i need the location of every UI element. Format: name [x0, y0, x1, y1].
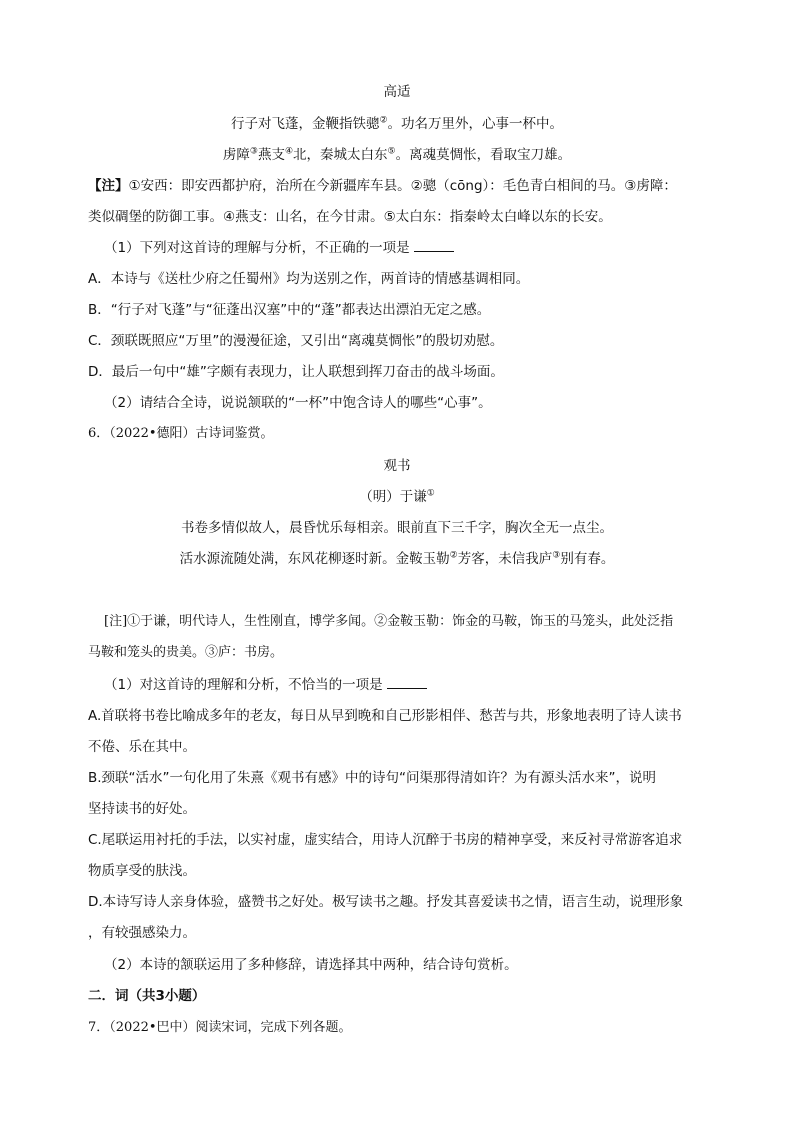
q6-option-d-cont: ，有较强感染力。 — [88, 925, 196, 941]
section-heading: 二．词（共3小题） — [88, 988, 206, 1004]
q6-option-a-cont: 不倦、乐在其中。 — [88, 739, 196, 755]
q6-note: [注]①于谦，明代诗人，生性刚直，博学多闻。②金鞍玉勒：饰金的马鞍，饰玉的马笼头，此处泛指 — [104, 614, 674, 629]
q6-header: 6．（2022•德阳）古诗词鉴赏。 — [88, 426, 274, 441]
poem1-author: 高适 — [383, 84, 411, 100]
poem1-option-b: B．“行子对飞蓬”与“征蓬出汉塞”中的“蓬”都表达出漂泊无定之感。 — [88, 302, 491, 318]
q6-poem-line1: 书卷多情似故人，晨昏忧乐每相亲。眼前直下三千字，胸次全无一点尘。 — [181, 520, 613, 536]
poem1-option-d: D．最后一句中“雄”字颇有表现力，让人联想到挥刀奋击的战斗场面。 — [88, 364, 504, 380]
poem1-note-cont: 类似碉堡的防御工事。④燕支：山名，在今甘肃。⑤太白东：指秦岭太白峰以东的长安。 — [88, 209, 612, 225]
poem1-option-c: C．颈联既照应“万里”的漫漫征途，又引出“离魂莫惆怅”的殷切劝慰。 — [88, 333, 504, 349]
poem1-question2: （2）请结合全诗，说说颔联的“一杯”中饱含诗人的哪些“心事”。 — [104, 395, 492, 411]
q6-question1: （1）对这首诗的理解和分析，不恰当的一项是 — [104, 675, 427, 695]
poem1-note: 【注】①安西：即安西都护府，治所在今新疆库车县。②骢（cōng）：毛色青白相间的马。③虏障： — [88, 178, 677, 194]
answer-blank — [414, 239, 454, 252]
poem1-question1: （1）下列对这首诗的理解与分析，不正确的一项是 — [104, 238, 454, 258]
q6-poem-line2: 活水源流随处满，东风花柳逐时新。金鞍玉勒②芳客，未信我庐③别有春。 — [179, 550, 615, 567]
q6-option-c: C.尾联运用衬托的手法，以实衬虚，虚实结合，用诗人沉醉于书房的精神享受，来反衬寻常游客追求 — [88, 832, 683, 848]
poem1-line2: 虏障③燕支④北，秦城太白东⑤。离魂莫惆怅，看取宝刀雄。 — [222, 146, 572, 163]
poem1-line1: 行子对飞蓬，金鞭指铁骢②。功名万里外，心事一杯中。 — [230, 115, 564, 132]
q6-option-d: D.本诗写诗人亲身体验，盛赞书之好处。极写读书之趣。抒发其喜爱读书之情，语言生动，说理形象 — [88, 894, 684, 910]
q6-option-a: A.首联将书卷比喻成多年的老友，每日从早到晚和自己形影相伴、愁苦与共，形象地表明了诗人读书 — [88, 708, 682, 724]
q6-note-cont: 马鞍和笼头的贵美。③庐：书房。 — [88, 645, 284, 660]
note-label: 【注】 — [88, 178, 129, 194]
q6-question2: （2）本诗的颔联运用了多种修辞，请选择其中两种，结合诗句赏析。 — [104, 957, 518, 973]
poem1-option-a: A．本诗与《送杜少府之任蜀州》均为送别之作，两首诗的情感基调相同。 — [88, 271, 530, 287]
answer-blank — [387, 676, 427, 689]
q6-option-b: B.颈联“活水”一句化用了朱熹《观书有感》中的诗句“问渠那得清如许？为有源头活水来”，说明 — [88, 770, 657, 786]
q7-header: 7．（2022•巴中）阅读宋词，完成下列各题。 — [88, 1020, 352, 1035]
q6-option-b-cont: 坚持读书的好处。 — [88, 801, 196, 817]
q6-option-c-cont: 物质享受的肤浅。 — [88, 863, 196, 879]
q6-poem-title: 观书 — [383, 458, 411, 474]
q6-poem-author: （明）于谦① — [359, 488, 435, 505]
